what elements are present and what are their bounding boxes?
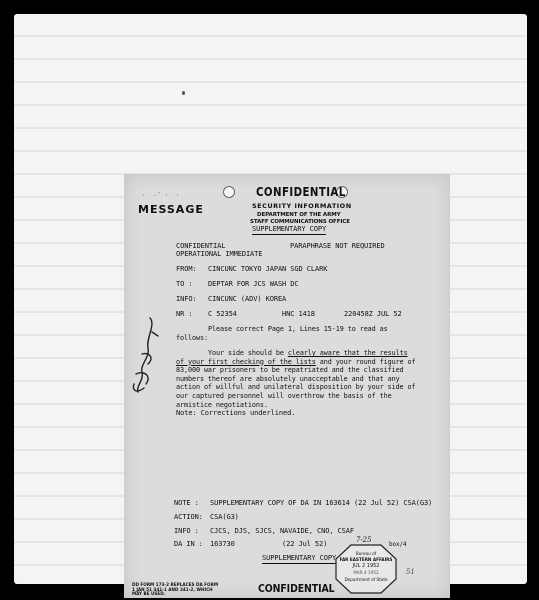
nr-label: NR : [176,310,193,318]
punch-hole-left [223,186,235,198]
stamp-line-4: MAR 4 1952 [353,570,379,575]
stamp-line-5: Department of State [344,577,388,582]
message-form [124,174,450,598]
precedence: OPERATIONAL IMMEDIATE [176,250,263,258]
scan-speck [182,91,185,95]
footer-action-value: CSA(G3) [210,513,239,521]
form-line-2: 1 JAN 51 341-1 AND 341-2, WHICH [132,586,213,592]
intro-paragraph: Please correct Page 1, Lines 15-19 to read as follows: [176,325,388,342]
from-label: FROM: [176,265,197,273]
footer-action-label: ACTION: [174,513,203,521]
footer-info-label: INFO : [174,527,199,535]
footer-dain-label: DA IN : [174,540,203,548]
form-number [132,583,218,597]
footer-note-label: NOTE : [174,499,199,507]
office-name: STAFF COMMUNICATIONS OFFICE [250,219,350,225]
correction-text-a: Your side should be [208,349,288,357]
supplementary-copy-top: SUPPLEMENTARY COPY [252,225,327,233]
stamp-handwritten: 51 [406,568,415,576]
footer-dain-value: 163730 [210,540,235,548]
stamp-line-1: Bureau of [355,551,377,556]
date-time-group: 220458Z JUL 52 [344,310,402,318]
stamp-line-3: JUL 2 1952 [352,563,380,569]
footer-note-value: SUPPLEMENTARY COPY OF DA IN 163614 (22 Jul 52) CSA(G3) [210,499,433,507]
hnc-number: HNC 1418 [282,310,315,318]
department-name: DEPARTMENT OF THE ARMY [257,212,341,218]
box-reference: box/4 [389,541,407,548]
correction-paragraph [176,349,416,409]
correction-underlined: clearly aware that the results of your first checking of the lists [176,349,408,366]
margin-marks: · ·̈ · · [142,192,182,199]
note-corrections: Note: Corrections underlined. [176,409,296,417]
paraphrase-notice: PARAPHRASE NOT REQUIRED [290,242,385,250]
form-line-3: MAY BE USED. [132,591,166,597]
footer-info-value: CJCS, DJS, SJCS, NAVAIDE, CNO, CSAF [210,527,355,535]
scanned-page [14,14,527,597]
stamp-line-2: FAR EASTERN AFFAIRS [339,557,393,562]
classification-top: CONFIDENTIAL [256,185,346,199]
classification-bottom: CONFIDENTIAL [258,582,335,595]
security-information: SECURITY INFORMATION [252,202,352,210]
handwritten-number: 7-25 [356,536,372,544]
to-value: DEPTAR FOR JCS WASH DC [208,280,299,288]
nr-value: C 52354 [208,310,237,318]
bureau-received-stamp [335,544,397,594]
routing-classification: CONFIDENTIAL [176,242,226,250]
handwritten-signature [128,314,164,398]
footer-dain-date: (22 Jul 52) [282,540,328,548]
supplementary-copy-bottom: SUPPLEMENTARY COPY [262,554,337,562]
to-label: TO : [176,280,193,288]
info-label: INFO: [176,295,197,303]
correction-text-b: and your round figure of 83,000 war prisoners to be repatriated and the classified numbers thereof are absolutely unacceptable and that any action of willful and unilateral disposition by your side of our captured personnel will overthrow the basis of the armistice negotiations. [176,357,416,409]
form-line-1: DD FORM 173-2 REPLACES DA FORM [132,582,218,587]
info-value: CINCUNC (ADV) KOREA [208,295,287,303]
message-label: MESSAGE [138,203,204,216]
from-value: CINCUNC TOKYO JAPAN SGD CLARK [208,265,328,273]
